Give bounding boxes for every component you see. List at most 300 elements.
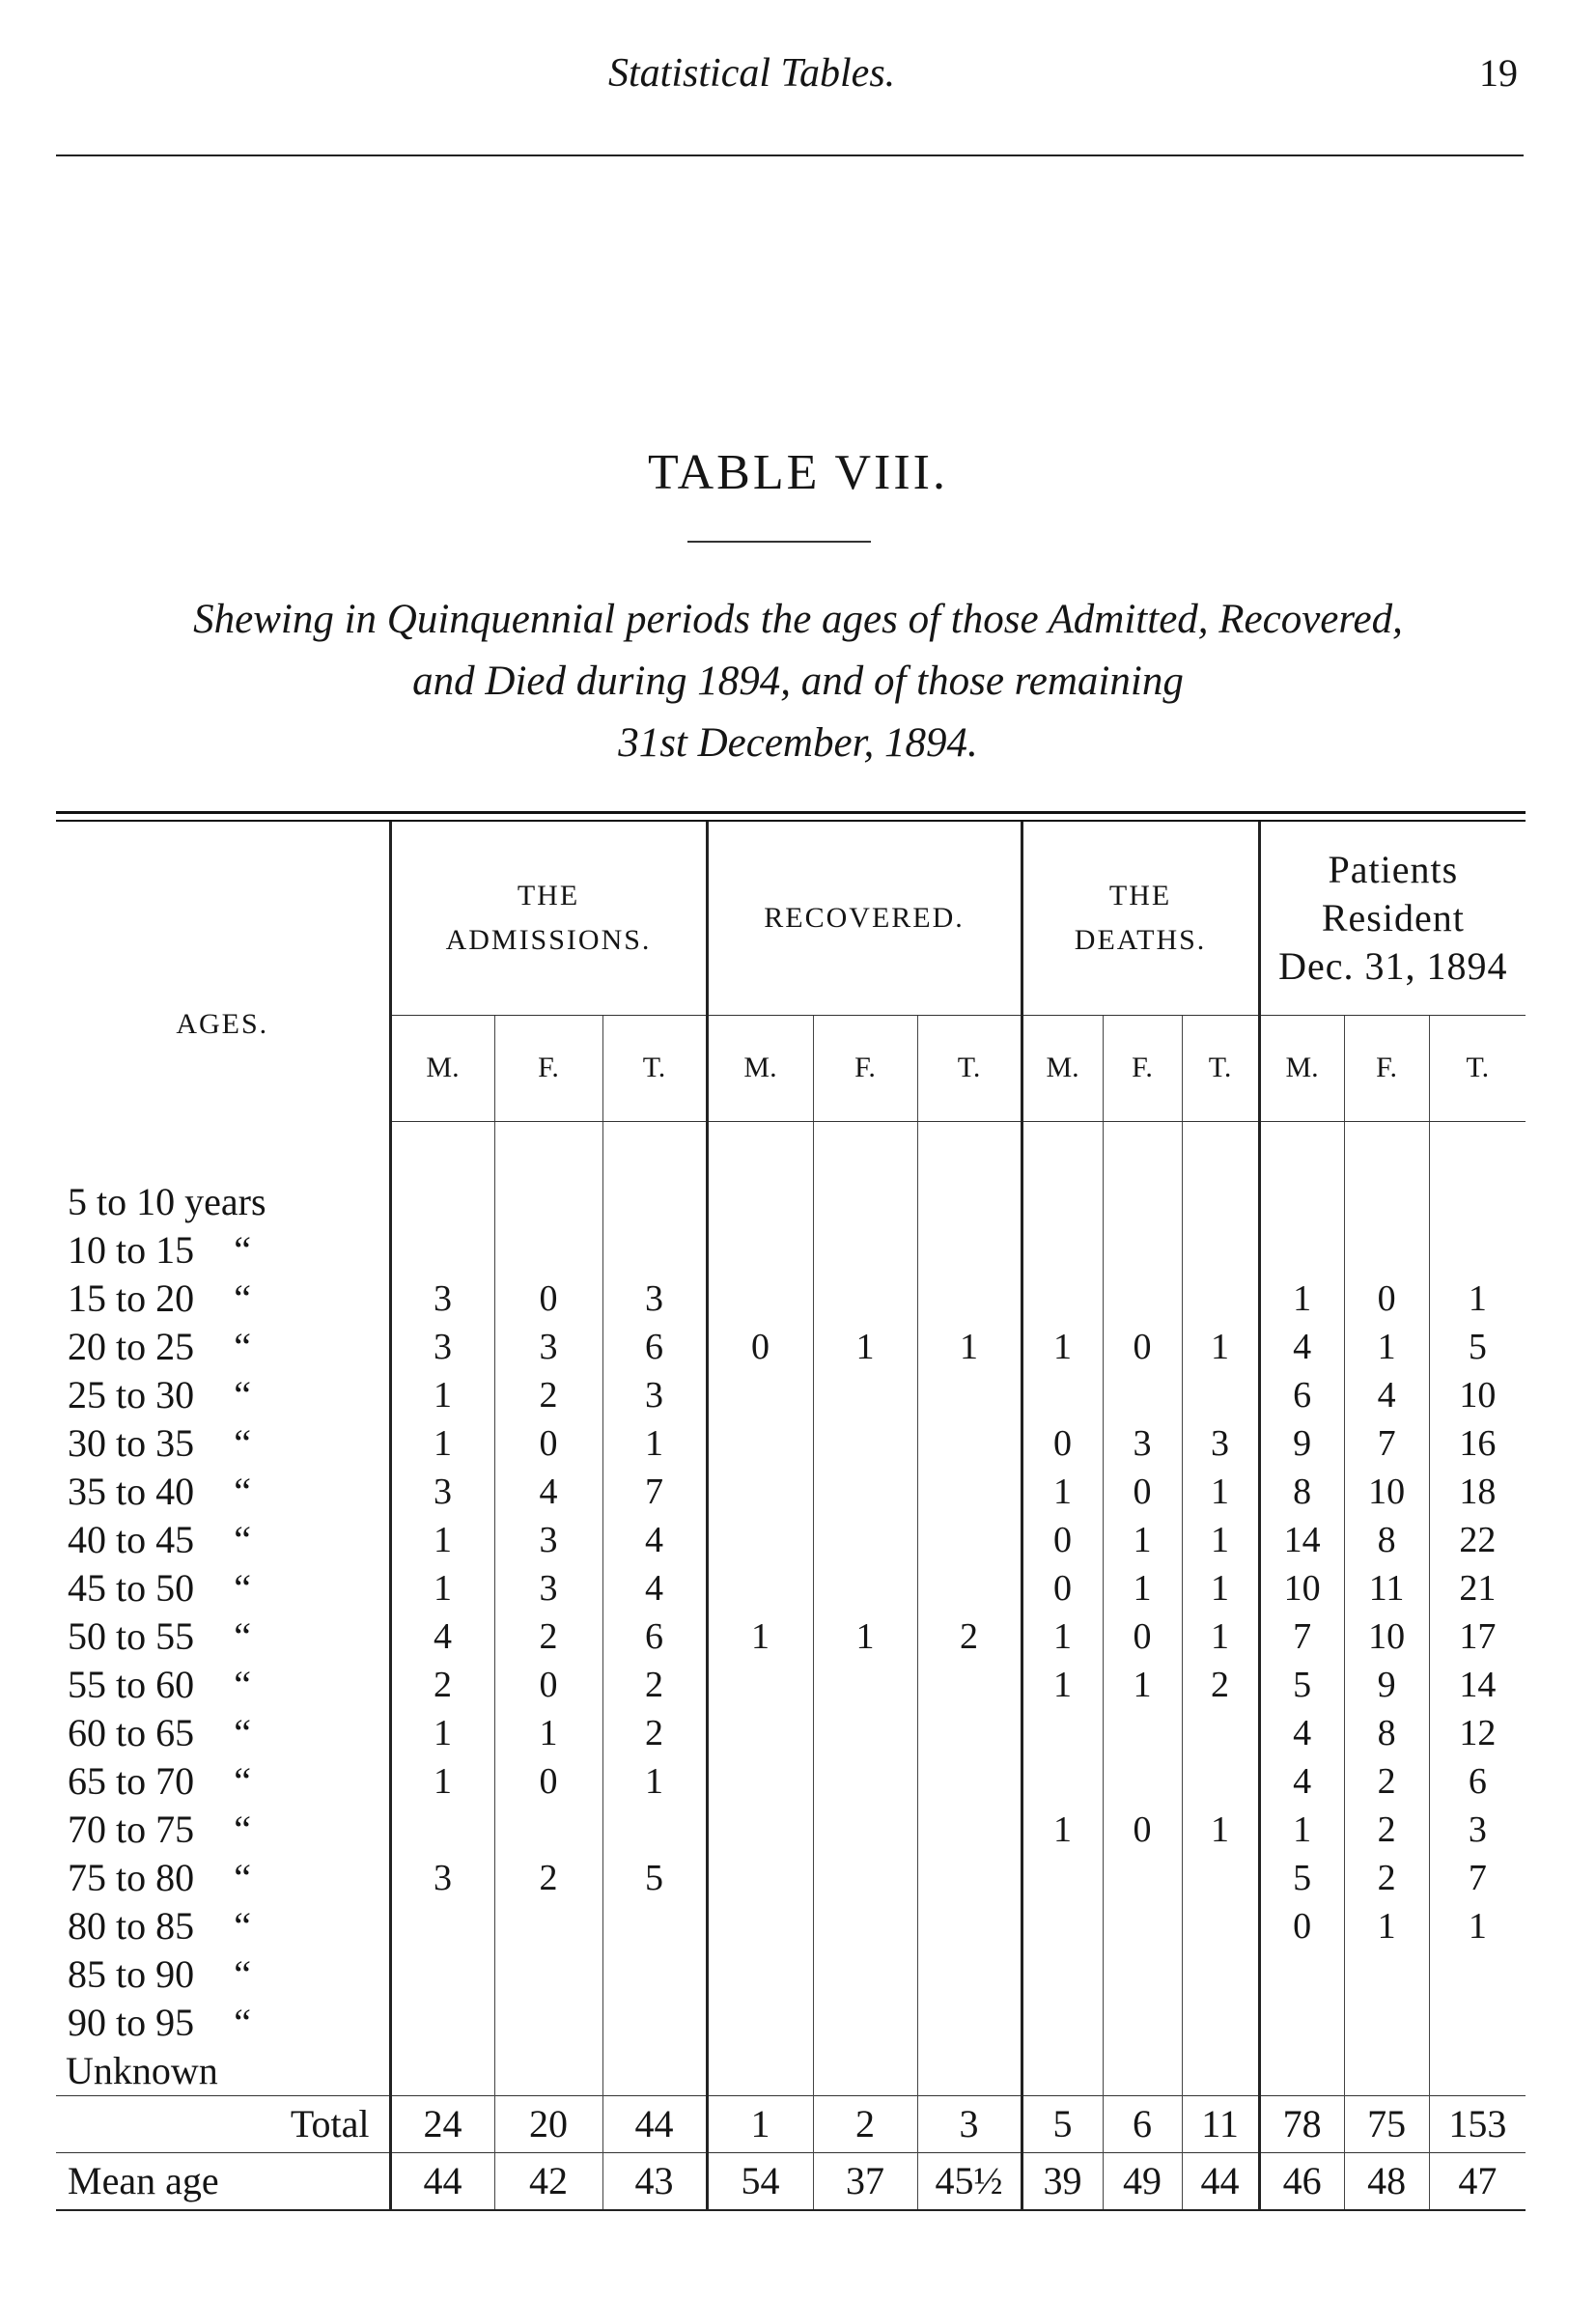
ditto-mark: “ bbox=[234, 1325, 251, 1368]
value-cell: 10 bbox=[1344, 1612, 1429, 1661]
admissions-header-line1: THE bbox=[517, 880, 580, 912]
ditto-mark: “ bbox=[234, 1952, 251, 1996]
resident-header-line2: Resident bbox=[1321, 896, 1465, 940]
value-cell: 7 bbox=[1344, 1419, 1429, 1468]
value-cell bbox=[1429, 2047, 1526, 2096]
value-cell: 44 bbox=[390, 2152, 494, 2210]
subtitle-line-2: and Died during 1894, and of those remaining bbox=[412, 659, 1184, 704]
ditto-mark: “ bbox=[234, 1373, 251, 1416]
value-cell bbox=[707, 1854, 813, 1902]
value-cell: 1 bbox=[1429, 1275, 1526, 1323]
value-cell: 18 bbox=[1429, 1468, 1526, 1516]
value-cell: 3 bbox=[1182, 1419, 1259, 1468]
value-cell: 1 bbox=[390, 1564, 494, 1612]
value-cell: 4 bbox=[494, 1468, 602, 1516]
admissions-header bbox=[390, 822, 707, 1016]
value-cell bbox=[707, 1226, 813, 1275]
value-cell bbox=[813, 1902, 917, 1950]
value-cell bbox=[1182, 1178, 1259, 1226]
table-row bbox=[56, 1709, 1526, 1757]
age-range-label: 5 to 10 years bbox=[68, 1180, 266, 1223]
value-cell: 14 bbox=[1259, 1516, 1344, 1564]
value-cell: 4 bbox=[1344, 1371, 1429, 1419]
value-cell: 2 bbox=[1344, 1854, 1429, 1902]
value-cell: 2 bbox=[494, 1371, 602, 1419]
value-cell bbox=[1259, 1226, 1344, 1275]
value-cell bbox=[813, 1661, 917, 1709]
table-row bbox=[56, 1323, 1526, 1371]
value-cell bbox=[707, 1468, 813, 1516]
value-cell: 4 bbox=[602, 1564, 707, 1612]
value-cell: 0 bbox=[1344, 1275, 1429, 1323]
value-cell bbox=[813, 1178, 917, 1226]
value-cell bbox=[707, 1709, 813, 1757]
value-cell bbox=[917, 1371, 1022, 1419]
value-cell bbox=[917, 1999, 1022, 2047]
value-cell: 47 bbox=[1429, 2152, 1526, 2210]
value-cell bbox=[602, 1999, 707, 2047]
value-cell: 10 bbox=[1429, 1371, 1526, 1419]
value-cell: 45½ bbox=[917, 2152, 1022, 2210]
value-cell bbox=[1022, 1178, 1103, 1226]
value-cell: 0 bbox=[494, 1757, 602, 1806]
value-cell: 0 bbox=[1103, 1468, 1182, 1516]
total-row bbox=[56, 2095, 1526, 2152]
value-cell bbox=[1022, 1999, 1103, 2047]
value-cell: 7 bbox=[1259, 1612, 1344, 1661]
value-cell: 0 bbox=[707, 1323, 813, 1371]
value-cell bbox=[1344, 1950, 1429, 1999]
title-rule bbox=[687, 541, 871, 543]
value-cell bbox=[917, 1419, 1022, 1468]
value-cell: 1 bbox=[1182, 1468, 1259, 1516]
age-range-label: 20 to 25 bbox=[68, 1325, 195, 1368]
table-row bbox=[56, 1902, 1526, 1950]
value-cell: 0 bbox=[1022, 1516, 1103, 1564]
value-cell bbox=[707, 2047, 813, 2096]
value-cell bbox=[390, 1806, 494, 1854]
ditto-mark: “ bbox=[234, 1663, 251, 1706]
value-cell bbox=[1103, 1757, 1182, 1806]
value-cell: 43 bbox=[602, 2152, 707, 2210]
sub-header-cell: F. bbox=[1344, 1016, 1429, 1121]
mean-age-row bbox=[56, 2152, 1526, 2210]
value-cell: 20 bbox=[494, 2095, 602, 2152]
value-cell bbox=[602, 1178, 707, 1226]
value-cell bbox=[917, 1226, 1022, 1275]
sub-header-cell: M. bbox=[1022, 1016, 1103, 1121]
value-cell: 0 bbox=[494, 1275, 602, 1323]
value-cell bbox=[1182, 1709, 1259, 1757]
value-cell: 1 bbox=[390, 1709, 494, 1757]
ditto-mark: “ bbox=[234, 1614, 251, 1658]
value-cell: 0 bbox=[1022, 1419, 1103, 1468]
value-cell bbox=[813, 2047, 917, 2096]
age-range-cell bbox=[56, 1371, 390, 1419]
value-cell: 14 bbox=[1429, 1661, 1526, 1709]
deaths-header-line1: THE bbox=[1108, 880, 1172, 912]
value-cell: 1 bbox=[1103, 1564, 1182, 1612]
value-cell bbox=[917, 1709, 1022, 1757]
value-cell bbox=[390, 2047, 494, 2096]
sub-header-cell: M. bbox=[707, 1016, 813, 1121]
value-cell: 24 bbox=[390, 2095, 494, 2152]
value-cell bbox=[390, 1999, 494, 2047]
value-cell bbox=[1429, 1226, 1526, 1275]
value-cell: 17 bbox=[1429, 1612, 1526, 1661]
sub-header-cell: F. bbox=[813, 1016, 917, 1121]
value-cell bbox=[707, 1371, 813, 1419]
value-cell: 54 bbox=[707, 2152, 813, 2210]
value-cell: 5 bbox=[1259, 1854, 1344, 1902]
sub-header-cell: F. bbox=[1103, 1016, 1182, 1121]
table-row bbox=[56, 1178, 1526, 1226]
value-cell: 1 bbox=[707, 1612, 813, 1661]
age-range-label: Total bbox=[290, 2102, 370, 2145]
value-cell bbox=[917, 1516, 1022, 1564]
value-cell: 42 bbox=[494, 2152, 602, 2210]
value-cell bbox=[1022, 1709, 1103, 1757]
value-cell bbox=[494, 1806, 602, 1854]
age-range-label: 55 to 60 bbox=[68, 1663, 195, 1706]
value-cell: 0 bbox=[1103, 1612, 1182, 1661]
table-top-rule bbox=[56, 811, 1526, 814]
value-cell bbox=[917, 1950, 1022, 1999]
value-cell bbox=[813, 1709, 917, 1757]
value-cell: 1 bbox=[1022, 1806, 1103, 1854]
value-cell bbox=[1022, 1902, 1103, 1950]
age-range-label: 40 to 45 bbox=[68, 1518, 195, 1561]
value-cell bbox=[602, 2047, 707, 2096]
value-cell bbox=[1429, 1950, 1526, 1999]
age-range-cell bbox=[56, 1468, 390, 1516]
value-cell: 3 bbox=[390, 1323, 494, 1371]
value-cell: 4 bbox=[1259, 1757, 1344, 1806]
value-cell: 39 bbox=[1022, 2152, 1103, 2210]
value-cell: 1 bbox=[602, 1419, 707, 1468]
value-cell bbox=[917, 1854, 1022, 1902]
value-cell: 49 bbox=[1103, 2152, 1182, 2210]
value-cell bbox=[813, 1226, 917, 1275]
value-cell: 6 bbox=[602, 1323, 707, 1371]
value-cell: 9 bbox=[1344, 1661, 1429, 1709]
value-cell bbox=[813, 1371, 917, 1419]
age-range-label: 30 to 35 bbox=[68, 1421, 195, 1465]
ditto-mark: “ bbox=[234, 1470, 251, 1513]
subtitle-line-3: 31st December, 1894. bbox=[618, 720, 978, 766]
value-cell bbox=[707, 1516, 813, 1564]
value-cell bbox=[707, 1275, 813, 1323]
value-cell bbox=[707, 1564, 813, 1612]
age-range-cell bbox=[56, 1178, 390, 1226]
table-row bbox=[56, 1999, 1526, 2047]
table-row bbox=[56, 1371, 1526, 1419]
value-cell: 1 bbox=[1344, 1902, 1429, 1950]
value-cell: 2 bbox=[602, 1709, 707, 1757]
value-cell bbox=[602, 1226, 707, 1275]
value-cell bbox=[494, 1178, 602, 1226]
value-cell: 1 bbox=[602, 1757, 707, 1806]
age-range-cell bbox=[56, 1709, 390, 1757]
value-cell bbox=[1103, 1999, 1182, 2047]
value-cell: 1 bbox=[1182, 1323, 1259, 1371]
value-cell bbox=[1103, 1709, 1182, 1757]
age-range-cell bbox=[56, 2047, 390, 2096]
admissions-header-line2: ADMISSIONS. bbox=[445, 924, 652, 957]
value-cell: 1 bbox=[813, 1612, 917, 1661]
value-cell bbox=[813, 1275, 917, 1323]
value-cell bbox=[707, 1419, 813, 1468]
age-range-cell bbox=[56, 1661, 390, 1709]
value-cell bbox=[1344, 1178, 1429, 1226]
table-title: TABLE VIII. bbox=[648, 445, 948, 500]
value-cell: 1 bbox=[1182, 1806, 1259, 1854]
value-cell: 21 bbox=[1429, 1564, 1526, 1612]
value-cell: 22 bbox=[1429, 1516, 1526, 1564]
ages-header: AGES. bbox=[176, 1008, 269, 1040]
age-range-cell bbox=[56, 1612, 390, 1661]
value-cell: 48 bbox=[1344, 2152, 1429, 2210]
value-cell bbox=[1022, 1757, 1103, 1806]
value-cell: 10 bbox=[1259, 1564, 1344, 1612]
value-cell: 2 bbox=[1344, 1806, 1429, 1854]
value-cell: 10 bbox=[1344, 1468, 1429, 1516]
value-cell bbox=[602, 1950, 707, 1999]
value-cell: 1 bbox=[1022, 1323, 1103, 1371]
value-cell bbox=[494, 1226, 602, 1275]
age-range-cell bbox=[56, 1323, 390, 1371]
spacer-row bbox=[56, 1121, 1526, 1178]
value-cell: 1 bbox=[917, 1323, 1022, 1371]
ditto-mark: “ bbox=[234, 1228, 251, 1272]
value-cell: 3 bbox=[494, 1323, 602, 1371]
mean-age-label bbox=[56, 2152, 390, 2210]
value-cell bbox=[917, 1902, 1022, 1950]
value-cell bbox=[707, 1950, 813, 1999]
value-cell: 1 bbox=[1182, 1612, 1259, 1661]
age-range-label: 85 to 90 bbox=[68, 1952, 195, 1996]
age-range-label: Mean age bbox=[68, 2159, 219, 2202]
value-cell bbox=[813, 1757, 917, 1806]
value-cell: 3 bbox=[917, 2095, 1022, 2152]
value-cell bbox=[1103, 1950, 1182, 1999]
value-cell bbox=[1259, 1178, 1344, 1226]
subtitle-line-1: Shewing in Quinquennial periods the ages of those Admitted, Recovered, bbox=[193, 597, 1403, 642]
resident-header bbox=[1259, 822, 1526, 1016]
header-rule bbox=[56, 154, 1524, 156]
ditto-mark: “ bbox=[234, 2001, 251, 2044]
table-row bbox=[56, 1275, 1526, 1323]
value-cell bbox=[390, 1178, 494, 1226]
value-cell bbox=[707, 1757, 813, 1806]
value-cell: 3 bbox=[602, 1275, 707, 1323]
age-range-label: 65 to 70 bbox=[68, 1759, 195, 1803]
value-cell: 6 bbox=[1103, 2095, 1182, 2152]
value-cell: 1 bbox=[390, 1757, 494, 1806]
value-cell bbox=[917, 1661, 1022, 1709]
value-cell bbox=[707, 1806, 813, 1854]
value-cell bbox=[917, 1275, 1022, 1323]
value-cell: 6 bbox=[1259, 1371, 1344, 1419]
value-cell: 8 bbox=[1259, 1468, 1344, 1516]
value-cell bbox=[1103, 2047, 1182, 2096]
value-cell: 7 bbox=[1429, 1854, 1526, 1902]
value-cell bbox=[1182, 1999, 1259, 2047]
total-label bbox=[56, 2095, 390, 2152]
value-cell bbox=[1022, 1950, 1103, 1999]
age-range-label: 70 to 75 bbox=[68, 1808, 195, 1851]
value-cell: 11 bbox=[1344, 1564, 1429, 1612]
value-cell: 3 bbox=[494, 1516, 602, 1564]
value-cell bbox=[917, 1564, 1022, 1612]
value-cell bbox=[494, 1950, 602, 1999]
age-range-label: 10 to 15 bbox=[68, 1228, 195, 1272]
age-range-label: 25 to 30 bbox=[68, 1373, 195, 1416]
table-row bbox=[56, 1950, 1526, 1999]
value-cell: 0 bbox=[1103, 1323, 1182, 1371]
sub-header-cell: T. bbox=[917, 1016, 1022, 1121]
value-cell: 0 bbox=[1022, 1564, 1103, 1612]
value-cell bbox=[1259, 2047, 1344, 2096]
value-cell: 7 bbox=[602, 1468, 707, 1516]
table-row bbox=[56, 1661, 1526, 1709]
value-cell bbox=[813, 1999, 917, 2047]
sub-header-cell: F. bbox=[494, 1016, 602, 1121]
age-range-label: Unknown bbox=[66, 2049, 218, 2092]
value-cell bbox=[602, 1902, 707, 1950]
value-cell bbox=[917, 2047, 1022, 2096]
ditto-mark: “ bbox=[234, 1904, 251, 1948]
value-cell bbox=[1022, 1854, 1103, 1902]
value-cell: 1 bbox=[1259, 1275, 1344, 1323]
value-cell bbox=[1182, 1757, 1259, 1806]
value-cell: 8 bbox=[1344, 1709, 1429, 1757]
value-cell bbox=[917, 1178, 1022, 1226]
value-cell: 8 bbox=[1344, 1516, 1429, 1564]
value-cell bbox=[917, 1806, 1022, 1854]
table-row bbox=[56, 1854, 1526, 1902]
deaths-header-line2: DEATHS. bbox=[1074, 924, 1207, 957]
value-cell: 3 bbox=[1429, 1806, 1526, 1854]
value-cell: 3 bbox=[494, 1564, 602, 1612]
value-cell: 2 bbox=[390, 1661, 494, 1709]
ditto-mark: “ bbox=[234, 1759, 251, 1803]
age-range-label: 90 to 95 bbox=[68, 2001, 195, 2044]
sub-header-cell: M. bbox=[390, 1016, 494, 1121]
page-number: 19 bbox=[1479, 51, 1518, 95]
value-cell: 0 bbox=[494, 1419, 602, 1468]
table-row bbox=[56, 1468, 1526, 1516]
value-cell bbox=[1182, 1226, 1259, 1275]
value-cell bbox=[1182, 1902, 1259, 1950]
ditto-mark: “ bbox=[234, 1518, 251, 1561]
sub-header-cell: T. bbox=[1429, 1016, 1526, 1121]
value-cell: 4 bbox=[390, 1612, 494, 1661]
value-cell: 3 bbox=[390, 1275, 494, 1323]
table-row bbox=[56, 1226, 1526, 1275]
value-cell bbox=[390, 1226, 494, 1275]
value-cell: 2 bbox=[494, 1854, 602, 1902]
table-row bbox=[56, 1564, 1526, 1612]
value-cell bbox=[813, 1854, 917, 1902]
table-subtitle bbox=[39, 589, 1557, 774]
value-cell: 2 bbox=[1344, 1757, 1429, 1806]
value-cell: 1 bbox=[1022, 1468, 1103, 1516]
value-cell bbox=[1344, 2047, 1429, 2096]
age-range-label: 80 to 85 bbox=[68, 1904, 195, 1948]
value-cell: 1 bbox=[1022, 1661, 1103, 1709]
value-cell bbox=[917, 1468, 1022, 1516]
age-range-cell bbox=[56, 1419, 390, 1468]
value-cell: 1 bbox=[1182, 1516, 1259, 1564]
value-cell: 4 bbox=[602, 1516, 707, 1564]
value-cell: 37 bbox=[813, 2152, 917, 2210]
age-range-label: 75 to 80 bbox=[68, 1856, 195, 1899]
value-cell bbox=[1182, 2047, 1259, 2096]
age-range-cell bbox=[56, 1757, 390, 1806]
value-cell bbox=[813, 1806, 917, 1854]
value-cell: 0 bbox=[494, 1661, 602, 1709]
value-cell: 16 bbox=[1429, 1419, 1526, 1468]
value-cell: 44 bbox=[1182, 2152, 1259, 2210]
value-cell bbox=[813, 1950, 917, 1999]
value-cell bbox=[707, 1178, 813, 1226]
ditto-mark: “ bbox=[234, 1711, 251, 1754]
value-cell: 2 bbox=[494, 1612, 602, 1661]
resident-header-line1: Patients bbox=[1328, 848, 1459, 892]
group-header-row bbox=[56, 822, 1526, 1016]
value-cell bbox=[1429, 1999, 1526, 2047]
value-cell: 1 bbox=[1429, 1902, 1526, 1950]
value-cell: 46 bbox=[1259, 2152, 1344, 2210]
value-cell bbox=[813, 1564, 917, 1612]
value-cell bbox=[390, 1902, 494, 1950]
value-cell: 4 bbox=[1259, 1323, 1344, 1371]
value-cell: 3 bbox=[602, 1371, 707, 1419]
value-cell bbox=[494, 1902, 602, 1950]
sub-header-cell: T. bbox=[602, 1016, 707, 1121]
age-range-cell bbox=[56, 1854, 390, 1902]
value-cell: 1 bbox=[1103, 1661, 1182, 1709]
ditto-mark: “ bbox=[234, 1421, 251, 1465]
value-cell bbox=[1103, 1226, 1182, 1275]
age-range-cell bbox=[56, 1275, 390, 1323]
value-cell bbox=[1182, 1371, 1259, 1419]
value-cell bbox=[917, 1757, 1022, 1806]
value-cell: 1 bbox=[390, 1371, 494, 1419]
value-cell: 2 bbox=[602, 1661, 707, 1709]
age-range-label: 50 to 55 bbox=[68, 1614, 195, 1658]
statistics-table bbox=[56, 822, 1526, 2211]
value-cell: 78 bbox=[1259, 2095, 1344, 2152]
value-cell bbox=[1182, 1950, 1259, 1999]
value-cell bbox=[1103, 1178, 1182, 1226]
age-range-label: 35 to 40 bbox=[68, 1470, 195, 1513]
value-cell bbox=[1182, 1275, 1259, 1323]
table-row bbox=[56, 1516, 1526, 1564]
value-cell bbox=[1182, 1854, 1259, 1902]
value-cell bbox=[1344, 1999, 1429, 2047]
value-cell: 5 bbox=[1259, 1661, 1344, 1709]
table-body bbox=[56, 1121, 1526, 2210]
value-cell bbox=[602, 1806, 707, 1854]
table-row bbox=[56, 1612, 1526, 1661]
deaths-header bbox=[1022, 822, 1259, 1016]
value-cell bbox=[813, 1468, 917, 1516]
value-cell: 6 bbox=[1429, 1757, 1526, 1806]
sub-header-cell: T. bbox=[1182, 1016, 1259, 1121]
value-cell: 1 bbox=[1259, 1806, 1344, 1854]
